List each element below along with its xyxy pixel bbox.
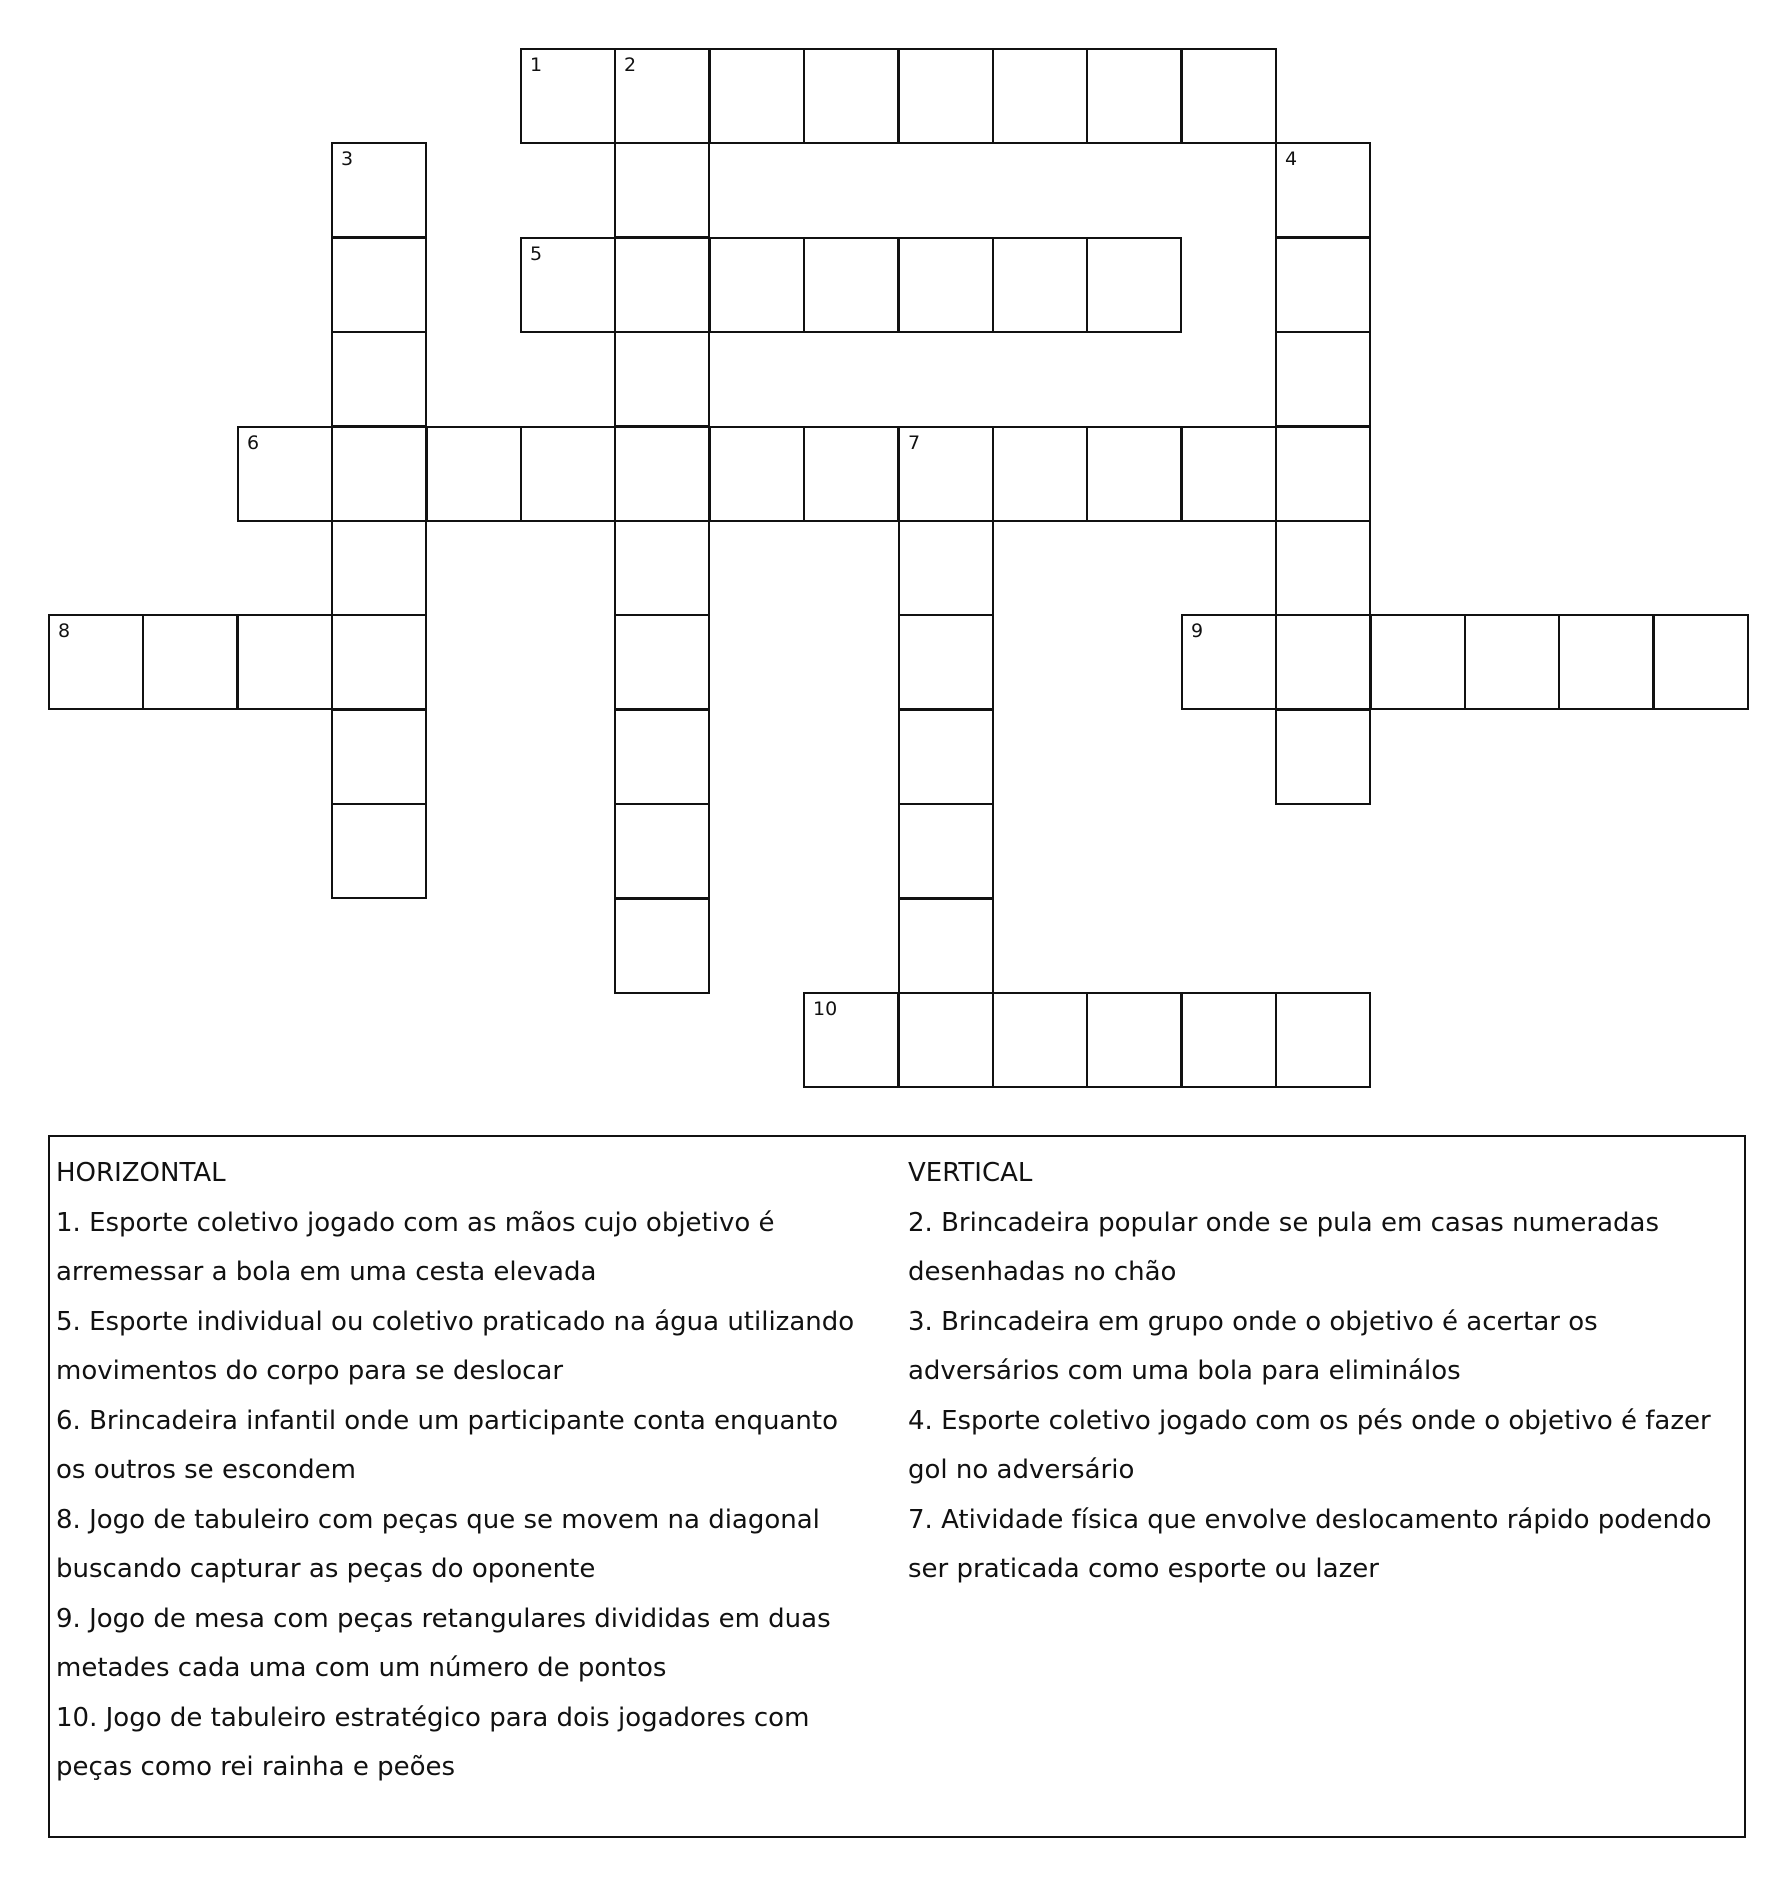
crossword-cell[interactable]: [614, 614, 710, 710]
crossword-cell[interactable]: [898, 614, 994, 710]
clue-number: 8: [58, 620, 71, 642]
crossword-cell[interactable]: [331, 614, 427, 710]
crossword-cell[interactable]: [709, 237, 805, 333]
horizontal-clue-line: 10. Jogo de tabuleiro estratégico para dois jogadores com: [56, 1702, 810, 1733]
clue-number: 4: [1285, 148, 1298, 170]
crossword-cell[interactable]: [992, 426, 1088, 522]
crossword-cell[interactable]: [1275, 520, 1371, 616]
crossword-cell[interactable]: [520, 237, 616, 333]
crossword-cell[interactable]: [142, 614, 238, 710]
vertical-clue-line: gol no adversário: [908, 1455, 1135, 1485]
crossword-cell[interactable]: [898, 709, 994, 805]
crossword-cell[interactable]: [898, 992, 994, 1088]
crossword-cell[interactable]: [614, 142, 710, 238]
horizontal-clue-line: metades cada uma com um número de pontos: [56, 1653, 667, 1683]
horizontal-clues: [56, 1149, 906, 1793]
vertical-clue-line: ser praticada como esporte ou lazer: [908, 1554, 1379, 1584]
crossword-cell[interactable]: [614, 709, 710, 805]
crossword-cell[interactable]: [992, 992, 1088, 1088]
vertical-heading: VERTICAL: [908, 1158, 1033, 1188]
horizontal-clue-line: buscando capturar as peças do oponente: [56, 1554, 596, 1584]
crossword-cell[interactable]: [803, 48, 899, 144]
clue-number: 2: [624, 54, 637, 76]
crossword-cell[interactable]: [1086, 426, 1182, 522]
crossword-cell[interactable]: [709, 426, 805, 522]
crossword-cell[interactable]: [331, 520, 427, 616]
crossword-cell[interactable]: [520, 426, 616, 522]
horizontal-clue-line: 8. Jogo de tabuleiro com peças que se movem na diagonal: [56, 1504, 820, 1535]
clue-number: 5: [530, 243, 543, 265]
crossword-cell[interactable]: [331, 709, 427, 805]
crossword-cell[interactable]: [1558, 614, 1654, 710]
clues-box: [48, 1135, 1746, 1838]
horizontal-clue-line: os outros se escondem: [56, 1455, 356, 1485]
crossword-cell[interactable]: [898, 520, 994, 616]
horizontal-clue-line: movimentos do corpo para se deslocar: [56, 1356, 564, 1386]
crossword-cell[interactable]: [614, 520, 710, 616]
crossword-cell[interactable]: [1275, 331, 1371, 427]
crossword-cell[interactable]: [237, 614, 333, 710]
crossword-cell[interactable]: [48, 614, 144, 710]
horizontal-clue-line: peças como rei rainha e peões: [56, 1752, 456, 1782]
crossword-cell[interactable]: [331, 426, 427, 522]
crossword-cell[interactable]: [709, 48, 805, 144]
crossword-cell[interactable]: [331, 142, 427, 238]
horizontal-clue-line: 9. Jogo de mesa com peças retangulares divididas em duas: [56, 1603, 831, 1634]
crossword-cell[interactable]: [898, 803, 994, 899]
crossword-cell[interactable]: [614, 426, 710, 522]
horizontal-clue-line: 6. Brincadeira infantil onde um participante conta enquanto: [56, 1405, 839, 1436]
crossword-cell[interactable]: [614, 898, 710, 994]
vertical-clue-line: 2. Brincadeira popular onde se pula em casas numeradas: [908, 1207, 1659, 1238]
crossword-cell[interactable]: [1181, 992, 1277, 1088]
clue-number: 6: [247, 432, 260, 454]
horizontal-clue-line: 1. Esporte coletivo jogado com as mãos cujo objetivo é: [56, 1207, 775, 1238]
crossword-cell[interactable]: [898, 48, 994, 144]
crossword-cell[interactable]: [1370, 614, 1466, 710]
crossword-cell[interactable]: [426, 426, 522, 522]
crossword-cell[interactable]: [331, 237, 427, 333]
vertical-clue-line: adversários com uma bola para eliminálos: [908, 1356, 1461, 1386]
clue-number: 3: [341, 148, 354, 170]
crossword-cell[interactable]: [614, 331, 710, 427]
clue-number: 1: [530, 54, 543, 76]
vertical-clue-line: 7. Atividade física que envolve deslocamento rápido podendo: [908, 1504, 1712, 1535]
horizontal-heading: HORIZONTAL: [56, 1158, 226, 1188]
crossword-cell[interactable]: [1086, 237, 1182, 333]
crossword-cell[interactable]: [1181, 426, 1277, 522]
clue-number: 10: [813, 998, 838, 1020]
crossword-cell[interactable]: [898, 426, 994, 522]
crossword-cell[interactable]: [1464, 614, 1560, 710]
crossword-cell[interactable]: [1275, 614, 1371, 710]
crossword-cell[interactable]: [1275, 426, 1371, 522]
crossword-cell[interactable]: [803, 426, 899, 522]
crossword-cell[interactable]: [1086, 48, 1182, 144]
crossword-cell[interactable]: [1275, 992, 1371, 1088]
vertical-clues: [908, 1149, 1743, 1595]
crossword-cell[interactable]: [898, 237, 994, 333]
crossword-cell[interactable]: [237, 426, 333, 522]
vertical-clue-line: 4. Esporte coletivo jogado com os pés onde o objetivo é fazer: [908, 1405, 1711, 1436]
horizontal-clue-line: 5. Esporte individual ou coletivo praticado na água utilizando: [56, 1306, 855, 1337]
crossword-cell[interactable]: [1181, 48, 1277, 144]
crossword-cell[interactable]: [614, 48, 710, 144]
clue-number: 7: [908, 432, 921, 454]
crossword-cell[interactable]: [331, 803, 427, 899]
crossword-cell[interactable]: [1275, 142, 1371, 238]
crossword-cell[interactable]: [803, 237, 899, 333]
crossword-cell[interactable]: [614, 237, 710, 333]
horizontal-clue-line: arremessar a bola em uma cesta elevada: [56, 1257, 597, 1287]
crossword-cell[interactable]: [1275, 709, 1371, 805]
crossword-cell[interactable]: [331, 331, 427, 427]
vertical-clue-line: 3. Brincadeira em grupo onde o objetivo é acertar os: [908, 1306, 1598, 1337]
vertical-clue-line: desenhadas no chão: [908, 1257, 1177, 1287]
crossword-cell[interactable]: [992, 237, 1088, 333]
crossword-cell[interactable]: [614, 803, 710, 899]
crossword-cell[interactable]: [1086, 992, 1182, 1088]
crossword-cell[interactable]: [1181, 614, 1277, 710]
crossword-cell[interactable]: [1653, 614, 1749, 710]
clue-number: 9: [1191, 620, 1204, 642]
crossword-cell[interactable]: [1275, 237, 1371, 333]
crossword-cell[interactable]: [898, 898, 994, 994]
crossword-cell[interactable]: [520, 48, 616, 144]
crossword-cell[interactable]: [803, 992, 899, 1088]
crossword-cell[interactable]: [992, 48, 1088, 144]
